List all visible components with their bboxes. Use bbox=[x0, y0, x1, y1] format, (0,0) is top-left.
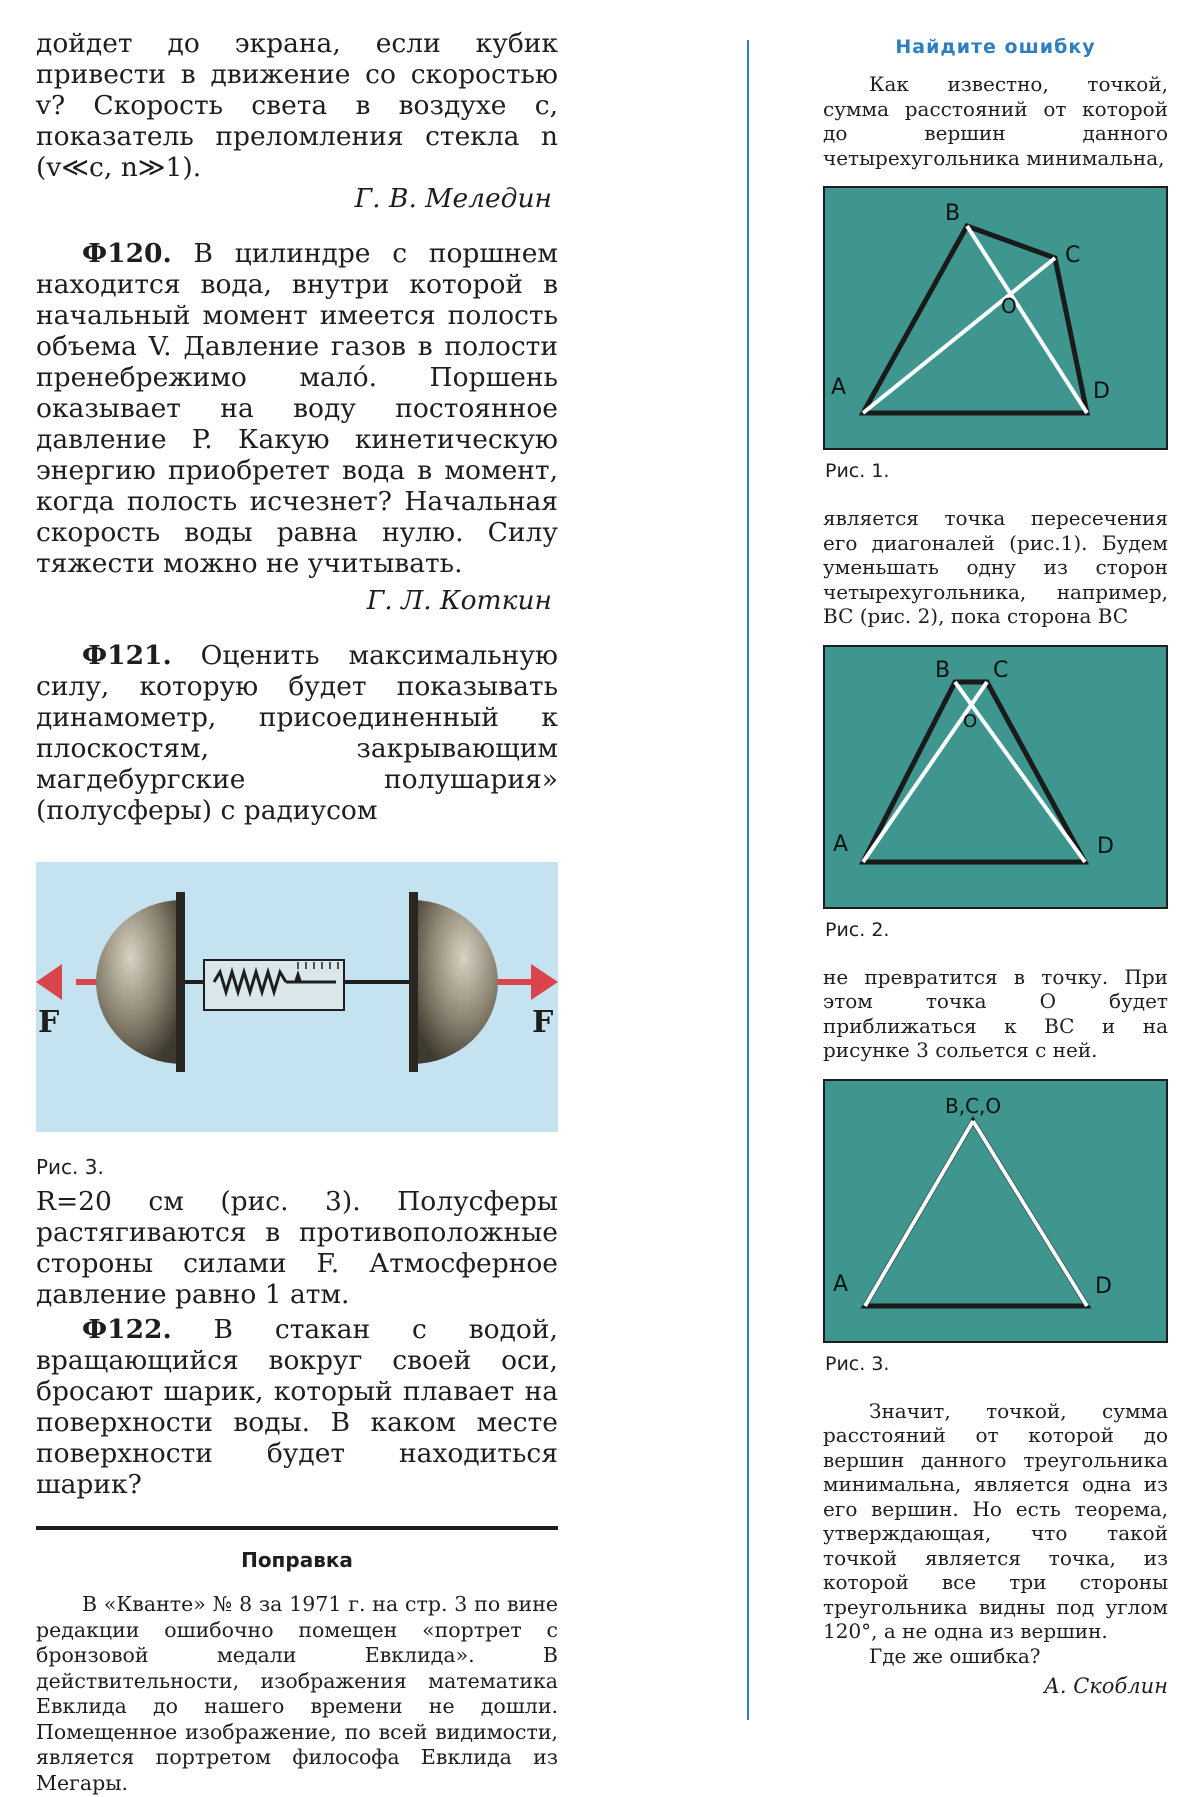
right-author: А. Скоблин bbox=[1043, 1674, 1168, 1698]
problem-number: Ф122. bbox=[82, 1314, 172, 1345]
right-column bbox=[823, 36, 1168, 1698]
notice-text: В «Кванте» № 8 за 1971 г. на стр. 3 по вине редакции ошибочно помещен «портрет с бронзовой медали Евклида». В действительности, изображения математика Евклида до нашего времени не дошли. Помещенное изображение, по всей видимости, является портретом философа Евклида из Мегары. bbox=[36, 1592, 558, 1795]
paragraph-1: Как известно, точкой, сумма расстояний от которой до вершин данного четырехугольника минимальна, bbox=[823, 72, 1168, 170]
column-divider bbox=[747, 40, 749, 1720]
label-d: D bbox=[1097, 833, 1114, 859]
label-b: B bbox=[945, 201, 961, 226]
problem-text: Оценить максимальную силу, которую будет показывать динамометр, присоединенный к плоскостям, закрывающим магдебургские полушария» (полусферы) с радиусом bbox=[36, 640, 558, 826]
force-label-right: F bbox=[532, 1005, 554, 1040]
label-c: C bbox=[993, 657, 1009, 683]
label-b: B bbox=[935, 657, 951, 683]
diagonal-bd bbox=[955, 682, 1085, 862]
problem-f122 bbox=[36, 1314, 558, 1500]
side-bd bbox=[973, 1121, 1087, 1306]
left-hemisphere bbox=[96, 900, 182, 1064]
paragraph-4: Значит, точкой, сумма расстояний от которой до вершин данного треугольника минимальна, является одна из его вершин. Но есть теорема, утверждающая, что такой точкой является точка, из которой все три стороны треугольника видны под углом 120°, а не одна из вершин. bbox=[823, 1398, 1168, 1643]
label-d: D bbox=[1095, 1273, 1112, 1299]
diagonal-ac bbox=[863, 682, 987, 862]
label-o: O bbox=[1001, 294, 1017, 318]
figure-3 bbox=[823, 1079, 1168, 1343]
arrow-right-head bbox=[531, 964, 558, 1000]
label-a: A bbox=[833, 831, 849, 857]
f121-continuation: R=20 см (рис. 3). Полусферы растягиваются в противоположные стороны силами F. Атмосферное давление равно 1 атм. bbox=[36, 1186, 558, 1310]
paragraph-3: не превратится в точку. При этом точка O будет приближаться к BC и на рисунке 3 сольется с ней. bbox=[823, 964, 1168, 1062]
f120-author: Г. Л. Коткин bbox=[366, 585, 552, 616]
problem-f121 bbox=[36, 640, 558, 826]
left-plate bbox=[176, 892, 185, 1072]
left-column bbox=[36, 28, 558, 1796]
label-d: D bbox=[1093, 379, 1110, 404]
label-a: A bbox=[833, 1271, 849, 1297]
intro-author: Г. В. Меледин bbox=[354, 183, 552, 214]
label-bco: B,C,O bbox=[945, 1093, 1002, 1118]
label-o: O bbox=[963, 710, 978, 732]
magdeburg-figure bbox=[36, 862, 558, 1132]
figure-2-caption: Рис. 2. bbox=[825, 918, 890, 941]
figure-2 bbox=[823, 645, 1168, 909]
intro-text: дойдет до экрана, если кубик привести в движение со скоростью v? Скорость света в воздухе c, показатель преломления стекла n (v≪c, n≫1). bbox=[36, 28, 558, 183]
section-heading: Найдите ошибку bbox=[895, 36, 1096, 58]
figure-1-caption: Рис. 1. bbox=[825, 460, 890, 482]
label-a: A bbox=[831, 375, 847, 400]
problem-number: Ф121. bbox=[82, 640, 172, 671]
problem-f120 bbox=[36, 238, 558, 579]
triangle bbox=[865, 1121, 1087, 1306]
label-c: C bbox=[1065, 243, 1081, 268]
figure-caption-left: Рис. 3. bbox=[36, 1155, 104, 1179]
arrow-left-head bbox=[36, 964, 62, 1000]
diagonal-ac bbox=[863, 258, 1055, 413]
question: Где же ошибка? bbox=[869, 1643, 1041, 1668]
notice-title: Поправка bbox=[241, 1548, 353, 1572]
problem-text: В цилиндре с поршнем находится вода, внутри которой в начальный момент имеется полость объема V. Давление газов в полости пренебрежимо мало́. Поршень оказывает на воду постоянное давление P. Какую кинетическую энергию приобретет вода в момент, когда полость исчезнет? Начальная скорость воды равна нулю. Силу тяжести можно не учитывать. bbox=[36, 238, 558, 579]
right-plate bbox=[409, 892, 418, 1072]
section-rule bbox=[36, 1526, 558, 1530]
problem-number: Ф120. bbox=[82, 238, 172, 269]
figure-3-caption: Рис. 3. bbox=[825, 1352, 890, 1375]
right-hemisphere bbox=[412, 900, 498, 1064]
figure-1 bbox=[823, 186, 1168, 450]
problem-text: В стакан с водой, вращающийся вокруг своей оси, бросают шарик, который плавает на поверхности воды. В каком месте поверхности будет находиться шарик? bbox=[36, 1314, 558, 1500]
paragraph-2: является точка пересечения его диагоналей (рис.1). Будем уменьшать одну из сторон четырехугольника, например, BC (рис. 2), пока сторона BC bbox=[823, 506, 1168, 628]
side-ab bbox=[865, 1121, 973, 1306]
force-label-left: F bbox=[38, 1005, 60, 1040]
